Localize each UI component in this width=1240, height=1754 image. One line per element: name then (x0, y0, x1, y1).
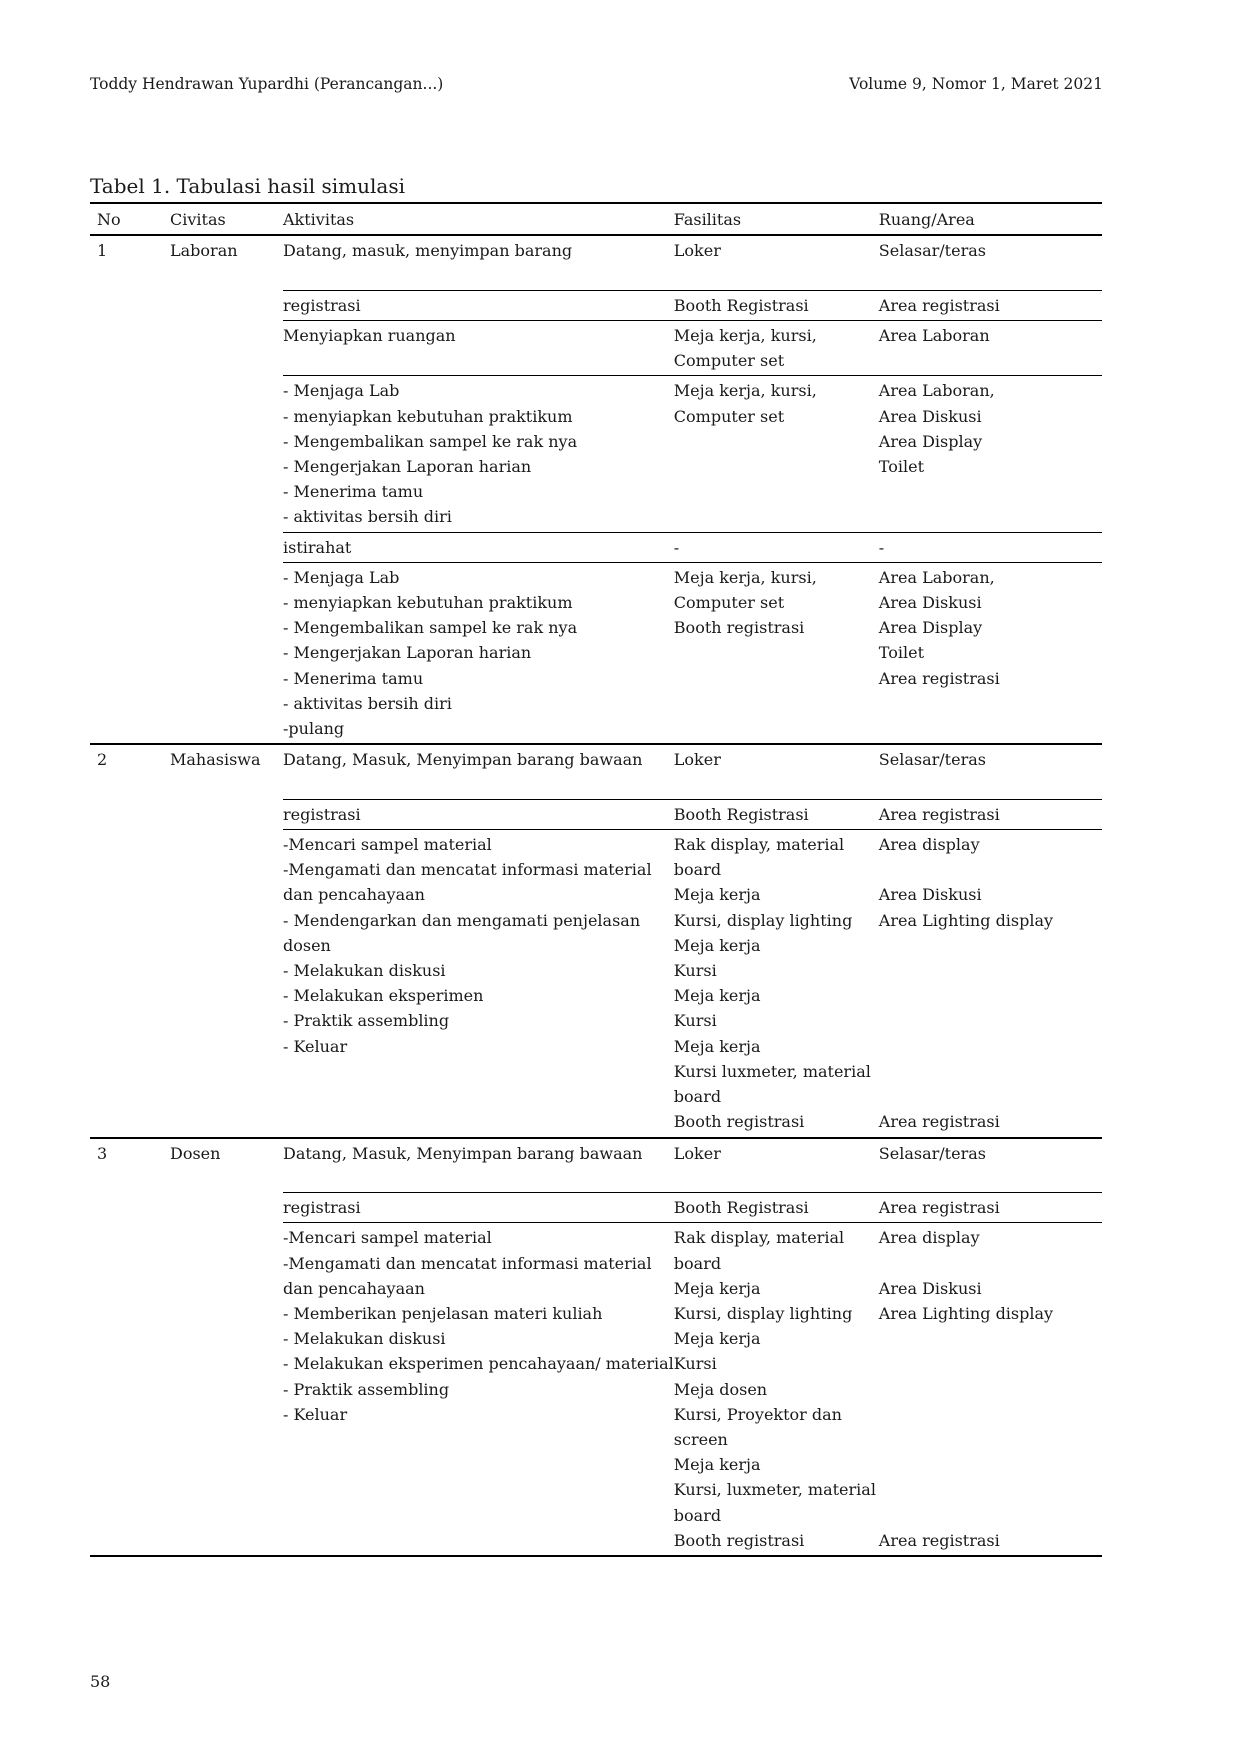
cell-line: Area Diskusi (878, 406, 982, 426)
table-row (90, 562, 1102, 744)
cell-aktivitas (283, 1223, 674, 1556)
cell-line: Area display (878, 1228, 980, 1248)
cell-line: - Praktik assembling (283, 1379, 450, 1399)
cell-line: Meja kerja (673, 1036, 761, 1056)
cell-ruang-area (879, 744, 1102, 799)
cell-line: Selasar/teras (878, 241, 986, 260)
cell-line: - (673, 537, 680, 557)
cell-line: board (673, 1505, 722, 1525)
cell-line: Computer set (673, 406, 785, 426)
cell-fasilitas (674, 799, 879, 829)
table-row (90, 532, 1102, 562)
table-row (90, 290, 1102, 320)
cell-line (879, 983, 1102, 1008)
cell-line: Area registrasi (878, 295, 1000, 315)
table-row (90, 1223, 1102, 1556)
cell-line: Kursi, display lighting (673, 910, 853, 930)
cell-line (879, 1251, 1102, 1276)
cell-aktivitas (283, 799, 674, 829)
cell-line: - Mengembalikan sampel ke rak nya (283, 431, 578, 451)
cell-civitas: Laboran (170, 241, 238, 260)
cell-line: Meja kerja (673, 1329, 761, 1349)
cell-line (879, 857, 1102, 882)
cell-line: Area registrasi (878, 668, 1000, 688)
cell-no (90, 290, 170, 320)
cell-line: Meja kerja (673, 935, 761, 955)
cell-line (283, 1452, 674, 1477)
cell-aktivitas (283, 235, 674, 290)
cell-no (90, 799, 170, 829)
cell-line: board (673, 1087, 722, 1107)
cell-line: Area Diskusi (878, 592, 982, 612)
cell-aktivitas (283, 1193, 674, 1223)
cell-line: istirahat (283, 537, 352, 557)
column-header-ruang-area: Ruang/Area (878, 210, 975, 229)
cell-line: - Mengerjakan Laporan harian (283, 643, 532, 663)
cell-line: Area registrasi (878, 1198, 1000, 1218)
cell-civitas (170, 1193, 283, 1223)
cell-line (879, 1402, 1102, 1427)
running-header-author: Toddy Hendrawan Yupardhi (Perancangan...) (90, 75, 444, 93)
cell-line: board (673, 1253, 722, 1273)
table-row (90, 376, 1102, 532)
cell-ruang-area (879, 290, 1102, 320)
column-header-aktivitas: Aktivitas (283, 210, 355, 229)
column-header-fasilitas: Fasilitas (673, 210, 742, 229)
cell-line: Area registrasi (878, 1112, 1000, 1132)
cell-line: - Melakukan eksperimen pencahayaan/ material (283, 1354, 674, 1374)
table-row (90, 799, 1102, 829)
cell-aktivitas (283, 290, 674, 320)
cell-line (283, 1109, 674, 1134)
cell-aktivitas (283, 562, 674, 744)
cell-civitas (170, 1223, 283, 1556)
cell-line: - Menerima tamu (283, 482, 424, 502)
cell-line: Meja kerja (673, 986, 761, 1006)
cell-line: - Mendengarkan dan mengamati penjelasan (283, 910, 641, 930)
cell-fasilitas (674, 320, 879, 375)
cell-fasilitas (674, 1223, 879, 1556)
cell-line: Meja kerja (673, 1455, 761, 1475)
results-table-container (90, 202, 1102, 1557)
cell-aktivitas (283, 744, 674, 799)
cell-line: registrasi (283, 295, 361, 315)
cell-line (879, 1059, 1102, 1084)
cell-line (879, 958, 1102, 983)
cell-ruang-area (879, 1223, 1102, 1556)
cell-fasilitas (674, 1138, 879, 1193)
cell-line: Loker (673, 241, 721, 260)
cell-line: Loker (673, 1143, 721, 1163)
cell-line: Selasar/teras (878, 1143, 986, 1163)
cell-ruang-area (879, 830, 1102, 1138)
cell-line: Menyiapkan ruangan (283, 325, 456, 345)
cell-line: - Menjaga Lab (283, 381, 400, 401)
cell-line (283, 1477, 674, 1502)
cell-line: - aktivitas bersih diri (283, 693, 452, 713)
running-header-volume: Volume 9, Nomor 1, Maret 2021 (849, 75, 1103, 93)
cell-line: Kursi (673, 1354, 717, 1374)
cell-no (90, 1223, 170, 1556)
cell-fasilitas (674, 376, 879, 532)
cell-ruang-area (879, 235, 1102, 290)
cell-line: Kursi, Proyektor dan (673, 1404, 842, 1424)
cell-line: - Praktik assembling (283, 1011, 450, 1031)
cell-line: Meja kerja (673, 1278, 761, 1298)
cell-line: - Menerima tamu (283, 668, 424, 688)
cell-civitas (170, 290, 283, 320)
cell-no: 2 (97, 750, 108, 770)
cell-line: board (673, 860, 722, 880)
cell-line (879, 1377, 1102, 1402)
cell-line: - menyiapkan kebutuhan praktikum (283, 406, 573, 426)
cell-line: Selasar/teras (878, 750, 986, 770)
cell-line: -pulang (283, 718, 345, 738)
table-body (90, 235, 1102, 1556)
cell-line: Booth Registrasi (673, 804, 809, 824)
cell-line: Booth Registrasi (673, 1198, 809, 1218)
cell-line: - Keluar (283, 1036, 348, 1056)
cell-line: Meja kerja, kursi, (673, 325, 817, 345)
cell-line: Area Laboran, (878, 381, 995, 401)
cell-line: - Memberikan penjelasan materi kuliah (283, 1304, 603, 1324)
cell-line: Meja kerja, kursi, (673, 567, 817, 587)
cell-line: dan pencahayaan (283, 1278, 425, 1298)
cell-aktivitas (283, 1138, 674, 1193)
cell-no (90, 1193, 170, 1223)
cell-line: -Mencari sampel material (283, 835, 492, 855)
column-header-civitas: Civitas (170, 210, 226, 229)
cell-line (283, 1084, 674, 1109)
cell-line: Booth registrasi (673, 1530, 805, 1550)
cell-line: Rak display, material (673, 835, 845, 855)
cell-line: - aktivitas bersih diri (283, 507, 452, 527)
cell-line: Area Display (878, 431, 983, 451)
cell-line: -Mengamati dan mencatat informasi material (283, 1253, 652, 1273)
cell-line: - Mengerjakan Laporan harian (283, 456, 532, 476)
cell-no: 3 (97, 1143, 108, 1163)
cell-line: Booth Registrasi (673, 295, 809, 315)
cell-no (90, 320, 170, 375)
cell-line: - Keluar (283, 1404, 348, 1424)
cell-no (90, 376, 170, 532)
cell-line: registrasi (283, 1198, 361, 1218)
cell-civitas (170, 830, 283, 1138)
cell-aktivitas (283, 376, 674, 532)
cell-line (879, 1427, 1102, 1452)
cell-line: Toilet (878, 456, 924, 476)
table-row (90, 1138, 1102, 1193)
cell-line: Kursi (673, 1011, 717, 1031)
cell-fasilitas (674, 290, 879, 320)
table-caption: Tabel 1. Tabulasi hasil simulasi (90, 174, 405, 198)
cell-fasilitas (674, 744, 879, 799)
simulation-results-table (90, 202, 1102, 1557)
cell-line: Kursi, display lighting (673, 1304, 853, 1324)
cell-line: - Menjaga Lab (283, 567, 400, 587)
cell-line: -Mengamati dan mencatat informasi material (283, 860, 652, 880)
cell-civitas (170, 532, 283, 562)
cell-line: Area Laboran (878, 325, 990, 345)
cell-line: - (878, 537, 885, 557)
cell-line: Booth registrasi (673, 618, 805, 638)
cell-line: Area registrasi (878, 1530, 1000, 1550)
cell-line (283, 1427, 674, 1452)
cell-line: Meja dosen (673, 1379, 768, 1399)
cell-line: Area Diskusi (878, 885, 982, 905)
cell-line: Area Lighting display (878, 910, 1054, 930)
cell-line: - Melakukan eksperimen (283, 986, 484, 1006)
column-header-no: No (97, 210, 121, 229)
cell-fasilitas (674, 1193, 879, 1223)
cell-civitas (170, 562, 283, 744)
table-row (90, 830, 1102, 1138)
cell-aktivitas (283, 830, 674, 1138)
table-row (90, 1193, 1102, 1223)
cell-line: Area Display (878, 618, 983, 638)
cell-civitas: Mahasiswa (170, 750, 261, 770)
cell-line (879, 1034, 1102, 1059)
cell-line: - Mengembalikan sampel ke rak nya (283, 618, 578, 638)
cell-line: Booth registrasi (673, 1112, 805, 1132)
cell-line (879, 1326, 1102, 1351)
cell-fasilitas (674, 532, 879, 562)
cell-ruang-area (879, 799, 1102, 829)
cell-line: Loker (673, 750, 721, 770)
cell-line (879, 1452, 1102, 1477)
cell-line: Datang, Masuk, Menyimpan barang bawaan (283, 750, 643, 770)
cell-line: -Mencari sampel material (283, 1228, 492, 1248)
cell-line (283, 1503, 674, 1528)
cell-line: dosen (283, 935, 331, 955)
cell-line: Area Diskusi (878, 1278, 982, 1298)
cell-aktivitas (283, 532, 674, 562)
cell-civitas (170, 799, 283, 829)
cell-ruang-area (879, 320, 1102, 375)
cell-fasilitas (674, 562, 879, 744)
cell-civitas: Dosen (170, 1143, 221, 1163)
cell-line (283, 1059, 674, 1084)
table-row (90, 235, 1102, 290)
cell-civitas (170, 320, 283, 375)
cell-line: Rak display, material (673, 1228, 845, 1248)
cell-line: Kursi luxmeter, material (673, 1061, 871, 1081)
cell-line: Area Laboran, (878, 567, 995, 587)
cell-aktivitas (283, 320, 674, 375)
table-row (90, 320, 1102, 375)
cell-line: Kursi (673, 961, 717, 981)
cell-line (879, 1477, 1102, 1502)
cell-ruang-area (879, 1138, 1102, 1193)
cell-ruang-area (879, 562, 1102, 744)
cell-line: registrasi (283, 804, 361, 824)
cell-line: Meja kerja (673, 885, 761, 905)
cell-line (879, 1008, 1102, 1033)
cell-line (879, 933, 1102, 958)
cell-ruang-area (879, 1193, 1102, 1223)
cell-line: Datang, masuk, menyimpan barang (283, 241, 573, 260)
cell-no (90, 830, 170, 1138)
table-header-row (90, 203, 1102, 235)
table-row (90, 744, 1102, 799)
cell-line: Datang, Masuk, Menyimpan barang bawaan (283, 1143, 643, 1163)
cell-line (879, 1503, 1102, 1528)
cell-line: - Melakukan diskusi (283, 1329, 446, 1349)
cell-line: Computer set (673, 592, 785, 612)
cell-civitas (170, 376, 283, 532)
cell-line: Meja kerja, kursi, (673, 381, 817, 401)
cell-fasilitas (674, 830, 879, 1138)
cell-no (90, 532, 170, 562)
cell-line: - Melakukan diskusi (283, 961, 446, 981)
cell-line: - menyiapkan kebutuhan praktikum (283, 592, 573, 612)
cell-line: Area Lighting display (878, 1304, 1054, 1324)
cell-fasilitas (674, 235, 879, 290)
cell-no: 1 (97, 241, 108, 260)
cell-line: Area registrasi (878, 804, 1000, 824)
cell-line (879, 1084, 1102, 1109)
cell-line (879, 1351, 1102, 1376)
cell-no (90, 562, 170, 744)
page-number: 58 (90, 1672, 111, 1691)
cell-line: screen (673, 1430, 728, 1450)
cell-line: Area display (878, 835, 980, 855)
cell-ruang-area (879, 532, 1102, 562)
cell-line (283, 1528, 674, 1553)
cell-line: dan pencahayaan (283, 885, 425, 905)
cell-line: Computer set (673, 351, 785, 371)
cell-ruang-area (879, 376, 1102, 532)
cell-line: Toilet (878, 643, 924, 663)
cell-line: Kursi, luxmeter, material (673, 1480, 876, 1500)
